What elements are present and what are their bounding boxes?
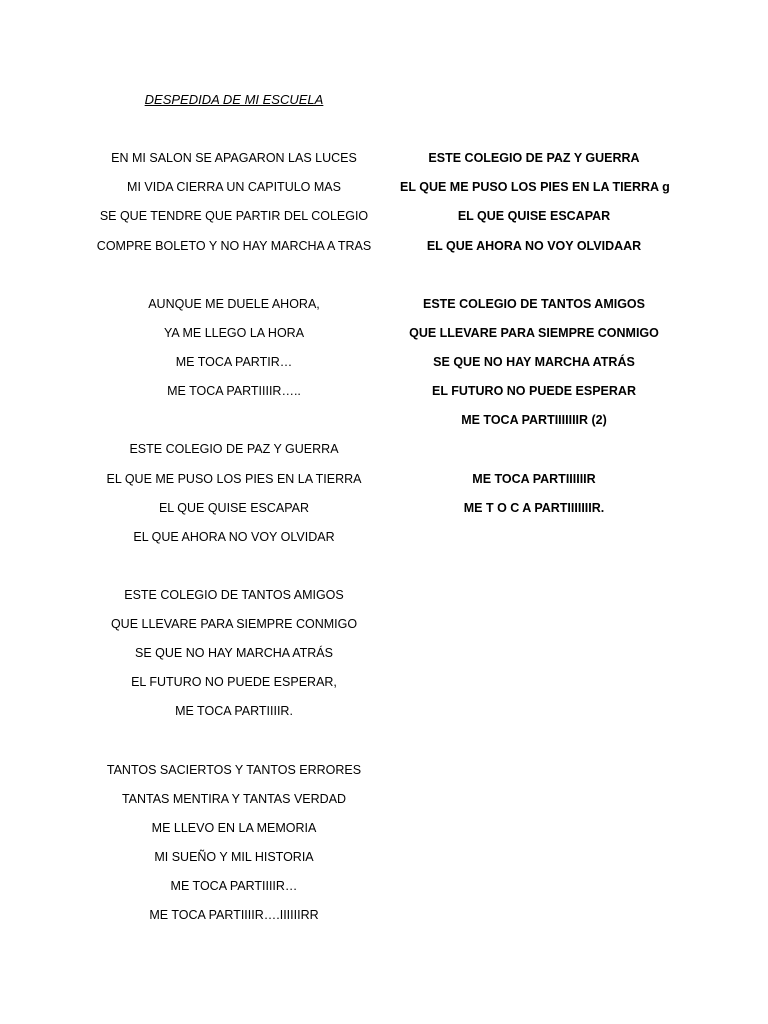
verse-line: SE QUE TENDRE QUE PARTIR DEL COLEGIO <box>99 209 369 223</box>
verse-line: EN MI SALON SE APAGARON LAS LUCES <box>111 151 357 165</box>
verse-line: ME TOCA PARTIIIIR… <box>170 879 298 893</box>
verse-line: ME TOCA PARTIIIIR….IIIIIIRR <box>149 908 319 922</box>
verse-line: ME TOCA PARTIIIIIIR <box>472 472 596 486</box>
verse-line: QUE LLEVARE PARA SIEMPRE CONMIGO <box>110 617 358 631</box>
verse-line: EL QUE AHORA NO VOY OLVIDAR <box>133 530 335 544</box>
verse-line: ME LLEVO EN LA MEMORIA <box>151 821 317 835</box>
verse-line: ME TOCA PARTIIIIR….. <box>167 384 301 398</box>
left-column <box>96 0 372 1024</box>
verse-line: ME TOCA PARTIIIIR. <box>175 704 293 718</box>
verse-line: MI VIDA CIERRA UN CAPITULO MAS <box>127 180 341 194</box>
verse-line: YA ME LLEGO LA HORA <box>163 326 305 340</box>
verse-line: SE QUE NO HAY MARCHA ATRÁS <box>433 355 635 369</box>
verse-line: EL FUTURO NO PUEDE ESPERAR <box>432 384 636 398</box>
verse-line: ME T O C A PARTIIIIIIIR. <box>463 501 605 515</box>
verse-line: MI SUEÑO Y MIL HISTORIA <box>154 850 314 864</box>
page-title: DESPEDIDA DE MI ESCUELA <box>144 92 324 107</box>
verse-line: TANTOS SACIERTOS Y TANTOS ERRORES <box>106 763 362 777</box>
verse-line: EL QUE ME PUSO LOS PIES EN LA TIERRA g <box>400 180 670 194</box>
verse-line: EL QUE QUISE ESCAPAR <box>158 501 310 515</box>
verse-line: EL QUE AHORA NO VOY OLVIDAAR <box>426 239 642 253</box>
verse-line: EL QUE ME PUSO LOS PIES EN LA TIERRA <box>106 472 362 486</box>
verse-line: ME TOCA PARTIIIIIIIR (2) <box>461 413 607 427</box>
verse-line: ESTE COLEGIO DE PAZ Y GUERRA <box>428 151 640 165</box>
verse-line: EL FUTURO NO PUEDE ESPERAR, <box>131 675 337 689</box>
verse-line: ESTE COLEGIO DE TANTOS AMIGOS <box>124 588 344 602</box>
right-column <box>400 0 668 1024</box>
verse-line: EL QUE QUISE ESCAPAR <box>457 209 611 223</box>
verse-line: AUNQUE ME DUELE AHORA, <box>148 297 320 311</box>
verse-line: SE QUE NO HAY MARCHA ATRÁS <box>135 646 333 660</box>
verse-line: QUE LLEVARE PARA SIEMPRE CONMIGO <box>409 326 659 340</box>
verse-line: TANTAS MENTIRA Y TANTAS VERDAD <box>121 792 347 806</box>
verse-line: ESTE COLEGIO DE TANTOS AMIGOS <box>422 297 645 311</box>
verse-line: COMPRE BOLETO Y NO HAY MARCHA A TRAS <box>96 239 372 253</box>
verse-line: ESTE COLEGIO DE PAZ Y GUERRA <box>129 442 339 456</box>
verse-line: ME TOCA PARTIR… <box>175 355 293 369</box>
